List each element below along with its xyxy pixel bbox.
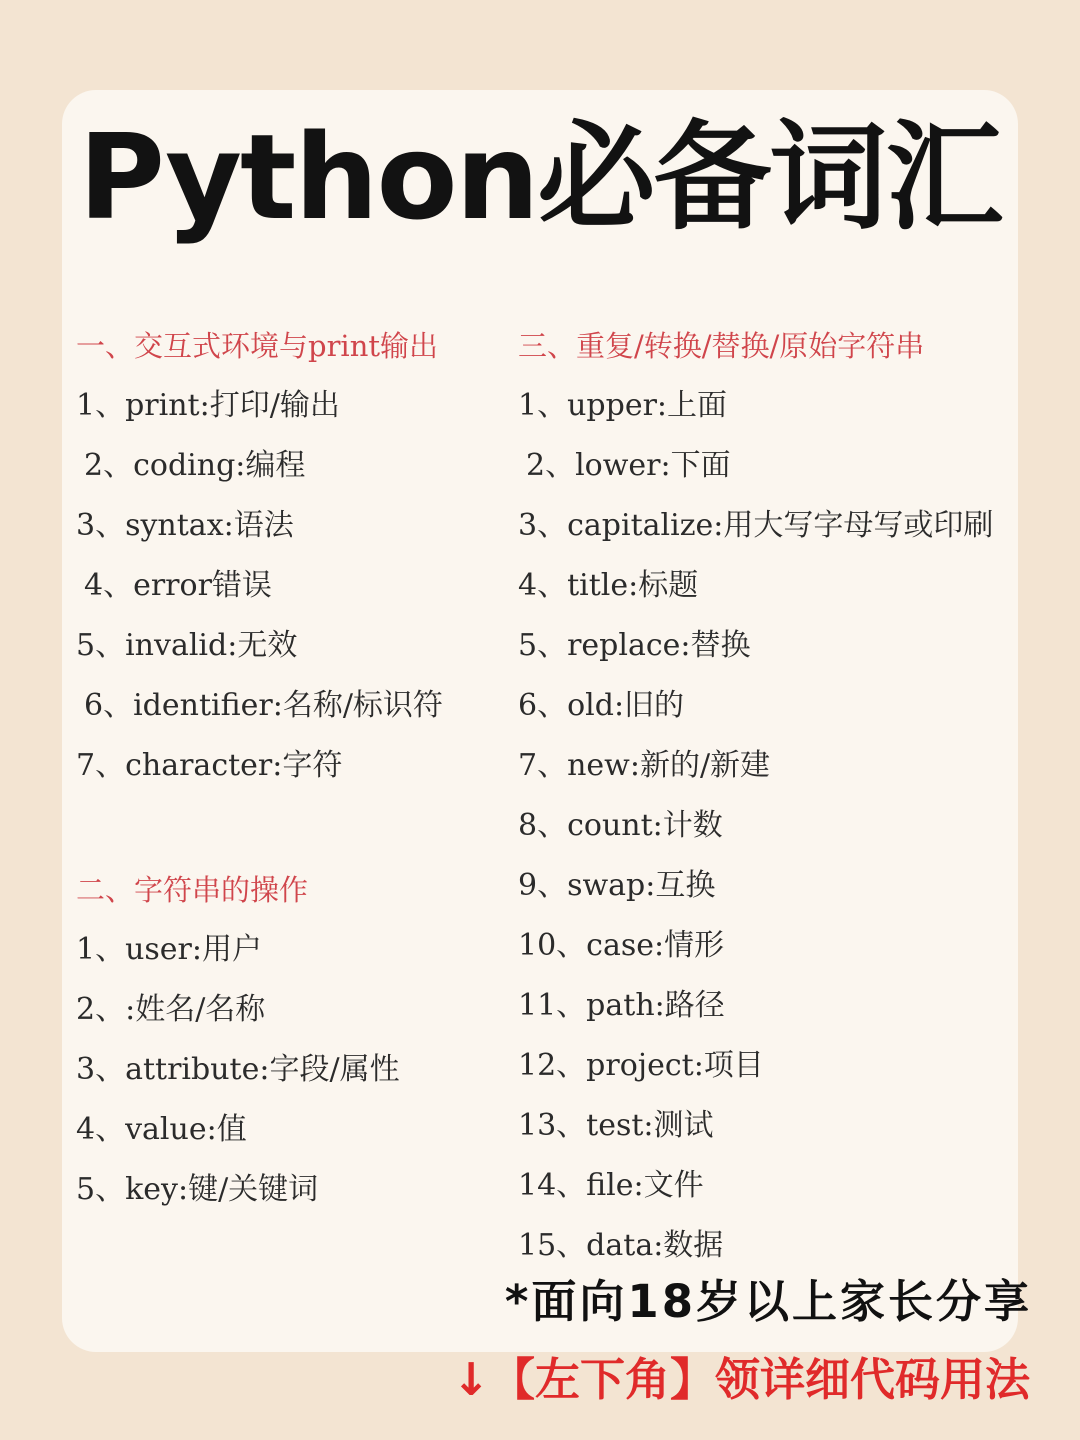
vocab-item: 7、new:新的/新建 bbox=[518, 748, 771, 783]
vocab-item: 3、capitalize:用大写字母写或印刷 bbox=[518, 508, 994, 543]
vocab-item: 1、user:用户 bbox=[76, 932, 263, 967]
vocab-item: 1、upper:上面 bbox=[518, 388, 728, 423]
vocab-item: 2、coding:编程 bbox=[84, 448, 306, 483]
vocab-item: 4、title:标题 bbox=[518, 568, 699, 603]
vocab-item: 14、file:文件 bbox=[518, 1168, 704, 1203]
vocab-item: 3、syntax:语法 bbox=[76, 508, 294, 543]
vocab-item: 4、value:值 bbox=[76, 1112, 247, 1147]
vocab-item: 8、count:计数 bbox=[518, 808, 723, 843]
section-heading: 三、重复/转换/替换/原始字符串 bbox=[518, 329, 925, 363]
vocab-item: 11、path:路径 bbox=[518, 988, 725, 1023]
code-usage-cta: ↓【左下角】领详细代码用法 bbox=[452, 1353, 1030, 1406]
vocab-item: 5、key:键/关键词 bbox=[76, 1172, 319, 1207]
section-heading: 一、交互式环境与print输出 bbox=[76, 329, 439, 363]
vocab-item: 6、identifier:名称/标识符 bbox=[84, 688, 443, 723]
left-column bbox=[76, 316, 496, 1220]
right-column bbox=[518, 316, 1028, 1276]
vocab-item: 2、lower:下面 bbox=[526, 448, 731, 483]
vocab-item: 2、:姓名/名称 bbox=[76, 992, 266, 1027]
vocab-item: 3、attribute:字段/属性 bbox=[76, 1052, 400, 1087]
vocab-item: 5、replace:替换 bbox=[518, 628, 751, 663]
vocab-item: 9、swap:互换 bbox=[518, 868, 716, 903]
vocab-item: 6、old:旧的 bbox=[518, 688, 685, 723]
vocab-item: 4、error错误 bbox=[84, 568, 272, 603]
vocab-item: 10、case:情形 bbox=[518, 928, 725, 963]
age-notice: *面向18岁以上家长分享 bbox=[504, 1275, 1032, 1328]
vocab-item: 7、character:字符 bbox=[76, 748, 343, 783]
vocab-item: 1、print:打印/输出 bbox=[76, 388, 340, 423]
vocab-item: 13、test:测试 bbox=[518, 1108, 714, 1143]
vocab-item: 12、project:项目 bbox=[518, 1048, 764, 1083]
section-heading: 二、字符串的操作 bbox=[76, 873, 309, 907]
vocab-item: 5、invalid:无效 bbox=[76, 628, 298, 663]
page-title: Python必备词汇 bbox=[78, 108, 1002, 246]
vocab-item: 15、data:数据 bbox=[518, 1228, 724, 1263]
